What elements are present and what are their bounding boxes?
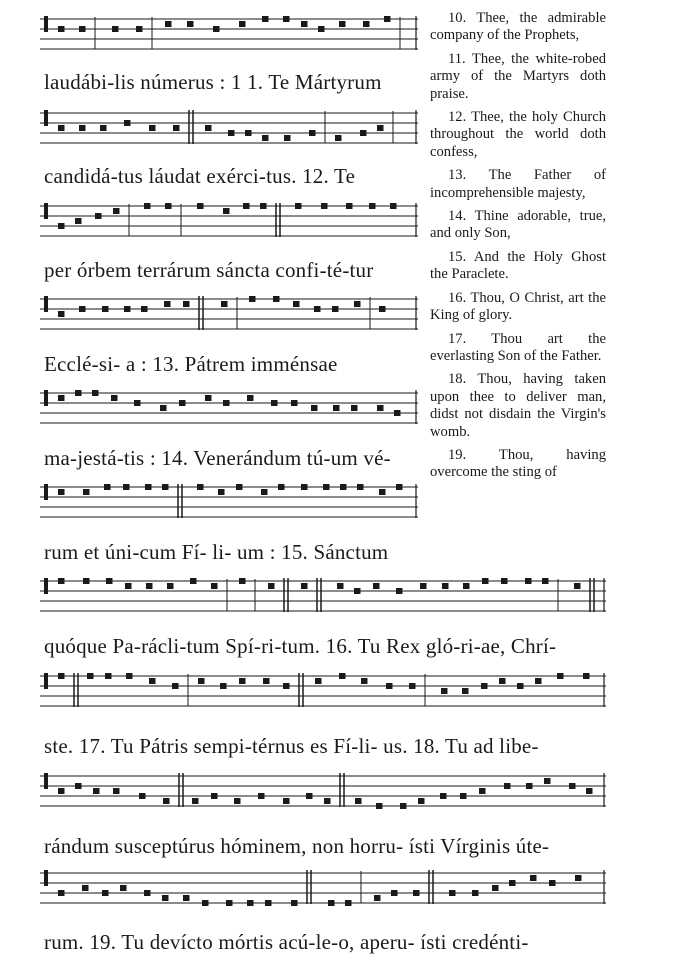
- neume: [124, 306, 131, 312]
- neume: [315, 678, 322, 684]
- neume: [345, 900, 352, 906]
- neume: [301, 583, 308, 589]
- neume: [205, 125, 212, 131]
- neume: [346, 203, 353, 209]
- neume: [58, 673, 65, 679]
- neume: [58, 26, 65, 32]
- neume: [525, 578, 532, 584]
- neume: [192, 798, 199, 804]
- clef-mark: [44, 578, 48, 594]
- neume: [460, 793, 467, 799]
- neume: [482, 578, 489, 584]
- music-staff: [40, 578, 606, 618]
- neume: [205, 395, 212, 401]
- translation-verse: 18. Thou, having taken upon thee to deliver man, didst not disdain the Virgin's womb.: [430, 371, 606, 440]
- neume: [165, 21, 172, 27]
- neume: [339, 21, 346, 27]
- neume: [396, 588, 403, 594]
- neume: [211, 793, 218, 799]
- neume: [164, 301, 171, 307]
- neume: [501, 578, 508, 584]
- neume: [462, 688, 469, 694]
- neume: [390, 203, 397, 209]
- neume: [247, 395, 254, 401]
- neume: [509, 880, 516, 886]
- neume: [75, 218, 82, 224]
- clef-mark: [44, 870, 48, 886]
- neume: [492, 885, 499, 891]
- neume: [105, 673, 112, 679]
- neume: [223, 400, 230, 406]
- neume: [211, 583, 218, 589]
- neume: [291, 400, 298, 406]
- neume: [441, 688, 448, 694]
- neume: [134, 400, 141, 406]
- neume: [239, 21, 246, 27]
- music-staff: [40, 390, 418, 430]
- neume: [499, 678, 506, 684]
- neume: [311, 405, 318, 411]
- neume: [95, 213, 102, 219]
- neume: [283, 798, 290, 804]
- neume: [420, 583, 427, 589]
- music-staff: [40, 110, 418, 150]
- neume: [394, 410, 401, 416]
- neume: [354, 301, 361, 307]
- clef-mark: [44, 773, 48, 789]
- neume: [261, 489, 268, 495]
- lyric-line: laudábi-lis númerus : 1 1. Te Mártyrum: [44, 70, 382, 94]
- neume: [102, 890, 109, 896]
- neume: [247, 900, 254, 906]
- neume: [369, 203, 376, 209]
- neume: [400, 803, 407, 809]
- neume: [549, 880, 556, 886]
- neume: [144, 203, 151, 209]
- neume: [167, 583, 174, 589]
- neume: [190, 578, 197, 584]
- neume: [173, 125, 180, 131]
- neume: [376, 803, 383, 809]
- translation-verse: 14. Thine adorable, true, and only Son,: [430, 208, 606, 242]
- neume: [75, 783, 82, 789]
- neume: [160, 405, 167, 411]
- clef-mark: [44, 203, 48, 219]
- neume: [569, 783, 576, 789]
- neume: [472, 890, 479, 896]
- neume: [126, 673, 133, 679]
- neume: [58, 489, 65, 495]
- neume: [265, 900, 272, 906]
- neume: [337, 583, 344, 589]
- neume: [83, 489, 90, 495]
- translation-verse: 15. And the Holy Ghost the Paraclete.: [430, 248, 606, 283]
- neume: [283, 683, 290, 689]
- neume: [258, 793, 265, 799]
- lyric-line: rum. 19. Tu devícto mórtis acú-le-o, aperu- ísti credénti-: [44, 930, 529, 954]
- neume: [530, 875, 537, 881]
- neume: [309, 130, 316, 136]
- neume: [542, 578, 549, 584]
- neume: [284, 135, 291, 141]
- clef-mark: [44, 673, 48, 689]
- music-staff: [40, 16, 418, 56]
- staff-notation: [40, 578, 606, 618]
- clef-mark: [44, 296, 48, 312]
- neume: [384, 16, 391, 22]
- neume: [333, 405, 340, 411]
- clef-mark: [44, 16, 48, 32]
- music-staff: [40, 203, 418, 243]
- neume: [271, 400, 278, 406]
- neume: [391, 890, 398, 896]
- neume: [58, 788, 65, 794]
- neume: [228, 130, 235, 136]
- neume: [239, 578, 246, 584]
- neume: [145, 484, 152, 490]
- clef-mark: [44, 110, 48, 126]
- staff-notation: [40, 203, 418, 243]
- neume: [226, 900, 233, 906]
- neume: [526, 783, 533, 789]
- neume: [418, 798, 425, 804]
- neume: [409, 683, 416, 689]
- neume: [574, 583, 581, 589]
- neume: [351, 405, 358, 411]
- neume: [58, 890, 65, 896]
- staff-notation: [40, 773, 606, 813]
- staff-notation: [40, 484, 418, 524]
- neume: [442, 583, 449, 589]
- neume: [301, 21, 308, 27]
- neume: [301, 484, 308, 490]
- neume: [100, 125, 107, 131]
- staff-notation: [40, 673, 606, 713]
- lyric-line: ste. 17. Tu Pátris sempi-térnus es Fí-li- us. 18. Tu ad libe-: [44, 734, 539, 758]
- neume: [278, 484, 285, 490]
- neume: [295, 203, 302, 209]
- neume: [379, 489, 386, 495]
- translation-verse: 13. The Father of incomprehensible majesty,: [430, 167, 606, 201]
- neume: [262, 16, 269, 22]
- neume: [197, 484, 204, 490]
- neume: [92, 390, 99, 396]
- neume: [363, 21, 370, 27]
- lyric-line: ma-jestá-tis : 14. Venerándum tú-um vé-: [44, 446, 391, 470]
- neume: [339, 673, 346, 679]
- neume: [262, 135, 269, 141]
- neume: [249, 296, 256, 302]
- translation-verse: 11. Thee, the white-robed army of the Martyrs doth praise.: [430, 50, 606, 102]
- neume: [544, 778, 551, 784]
- clef-mark: [44, 484, 48, 500]
- neume: [449, 890, 456, 896]
- neume: [144, 890, 151, 896]
- neume: [106, 578, 113, 584]
- lyric-line: Ecclé-si- a : 13. Pátrem imménsae: [44, 352, 338, 376]
- neume: [413, 890, 420, 896]
- neume: [93, 788, 100, 794]
- neume: [321, 203, 328, 209]
- neume: [377, 405, 384, 411]
- neume: [223, 208, 230, 214]
- staff-notation: [40, 16, 418, 56]
- neume: [162, 895, 169, 901]
- neume: [124, 120, 131, 126]
- neume: [377, 125, 384, 131]
- neume: [481, 683, 488, 689]
- translation-verse: 16. Thou, O Christ, art the King of glory.: [430, 289, 606, 324]
- neume: [58, 311, 65, 317]
- neume: [58, 223, 65, 229]
- neume: [328, 900, 335, 906]
- neume: [179, 400, 186, 406]
- music-staff: [40, 296, 418, 336]
- neume: [239, 678, 246, 684]
- neume: [102, 306, 109, 312]
- translation-verse: 10. Thee, the admirable company of the Prophets,: [430, 10, 606, 44]
- neume: [396, 484, 403, 490]
- neume: [172, 683, 179, 689]
- translation-verse: 12. Thee, the holy Church throughout the world doth confess,: [430, 109, 606, 160]
- neume: [586, 788, 593, 794]
- neume: [354, 588, 361, 594]
- neume: [58, 578, 65, 584]
- neume: [517, 683, 524, 689]
- neume: [136, 26, 143, 32]
- neume: [104, 484, 111, 490]
- neume: [120, 885, 127, 891]
- neume: [355, 798, 362, 804]
- music-staff: [40, 773, 606, 813]
- neume: [263, 678, 270, 684]
- clef-mark: [44, 390, 48, 406]
- neume: [306, 793, 313, 799]
- neume: [198, 678, 205, 684]
- staff-notation: [40, 390, 418, 430]
- neume: [162, 484, 169, 490]
- neume: [357, 484, 364, 490]
- neume: [268, 583, 275, 589]
- neume: [163, 798, 170, 804]
- neume: [139, 793, 146, 799]
- neume: [149, 678, 156, 684]
- neume: [314, 306, 321, 312]
- neume: [234, 798, 241, 804]
- neume: [373, 583, 380, 589]
- neume: [202, 900, 209, 906]
- neume: [79, 26, 86, 32]
- lyric-line: candidá-tus láudat exérci-tus. 12. Te: [44, 164, 356, 188]
- neume: [557, 673, 564, 679]
- neume: [165, 203, 172, 209]
- staff-notation: [40, 110, 418, 150]
- neume: [58, 125, 65, 131]
- neume: [260, 203, 267, 209]
- neume: [125, 583, 132, 589]
- neume: [111, 395, 118, 401]
- neume: [146, 583, 153, 589]
- neume: [79, 125, 86, 131]
- music-staff: [40, 870, 606, 910]
- neume: [318, 26, 325, 32]
- neume: [379, 306, 386, 312]
- neume: [535, 678, 542, 684]
- neume: [324, 798, 331, 804]
- neume: [386, 683, 393, 689]
- neume: [291, 900, 298, 906]
- neume: [293, 301, 300, 307]
- neume: [75, 390, 82, 396]
- neume: [123, 484, 130, 490]
- neume: [149, 125, 156, 131]
- neume: [183, 301, 190, 307]
- neume: [220, 683, 227, 689]
- neume: [583, 673, 590, 679]
- translation-verse: 19. Thou, having overcome the sting of: [430, 446, 606, 481]
- neume: [332, 306, 339, 312]
- neume: [113, 788, 120, 794]
- neume: [87, 673, 94, 679]
- neume: [221, 301, 228, 307]
- neume: [374, 895, 381, 901]
- lyric-line: rándum susceptúrus hóminem, non horru- ísti Vírginis úte-: [44, 834, 550, 858]
- neume: [187, 21, 194, 27]
- neume: [236, 484, 243, 490]
- neume: [245, 130, 252, 136]
- neume: [141, 306, 148, 312]
- music-staff: [40, 484, 418, 524]
- neume: [504, 783, 511, 789]
- neume: [273, 296, 280, 302]
- neume: [83, 578, 90, 584]
- translation-verse: 17. Thou art the everlasting Son of the Father.: [430, 330, 606, 364]
- staff-notation: [40, 870, 606, 910]
- neume: [243, 203, 250, 209]
- neume: [112, 26, 119, 32]
- lyric-line: rum et úni-cum Fí- li- um : 15. Sánctum: [44, 540, 389, 564]
- lyric-line: quóque Pa-rácli-tum Spí-ri-tum. 16. Tu Rex gló-ri-ae, Chrí-: [44, 634, 557, 658]
- neume: [360, 130, 367, 136]
- neume: [183, 895, 190, 901]
- neume: [197, 203, 204, 209]
- neume: [323, 484, 330, 490]
- neume: [283, 16, 290, 22]
- translation-column: [430, 10, 606, 482]
- neume: [335, 135, 342, 141]
- neume: [575, 875, 582, 881]
- neume: [440, 793, 447, 799]
- neume: [82, 885, 89, 891]
- neume: [218, 489, 225, 495]
- neume: [113, 208, 120, 214]
- neume: [58, 395, 65, 401]
- staff-notation: [40, 296, 418, 336]
- lyric-line: per órbem terrárum sáncta confi-té-tur: [44, 258, 374, 282]
- music-staff: [40, 673, 606, 713]
- neume: [463, 583, 470, 589]
- neume: [479, 788, 486, 794]
- neume: [340, 484, 347, 490]
- neume: [213, 26, 220, 32]
- neume: [79, 306, 86, 312]
- neume: [361, 678, 368, 684]
